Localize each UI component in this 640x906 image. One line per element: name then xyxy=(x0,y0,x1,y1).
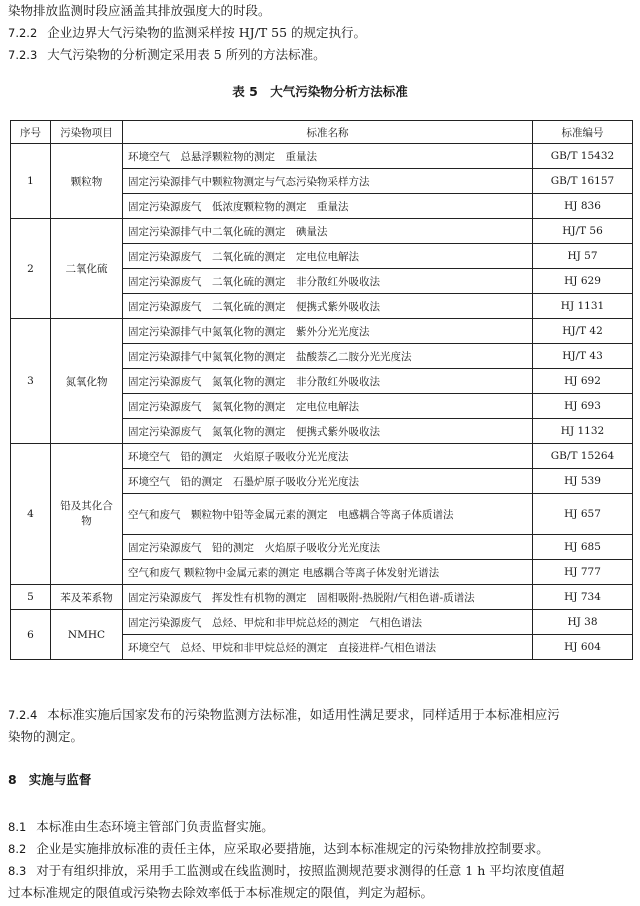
header-no: 序号 xyxy=(11,121,51,144)
header-standard-name: 标准名称 xyxy=(123,121,533,144)
table-row xyxy=(11,444,633,469)
table-row xyxy=(11,219,633,244)
standard-code: HJ/T 43 xyxy=(533,344,633,369)
table-caption: 表 5 大气污染物分析方法标准 xyxy=(232,84,408,99)
standard-name: 固定污染源废气 总烃、甲烷和非甲烷总烃的测定 气相色谱法 xyxy=(123,610,533,635)
standard-name: 环境空气 铅的测定 火焰原子吸收分光光度法 xyxy=(123,444,533,469)
standard-code: GB/T 15432 xyxy=(533,144,633,169)
group-no: 6 xyxy=(11,610,51,660)
standard-name: 固定污染源废气 低浓度颗粒物的测定 重量法 xyxy=(123,194,533,219)
standard-name: 固定污染源废气 氮氧化物的测定 便携式紫外吸收法 xyxy=(123,419,533,444)
group-pollutant: 苯及苯系物 xyxy=(51,585,123,610)
table-header-row xyxy=(11,121,633,144)
standard-name: 固定污染源废气 挥发性有机物的测定 固相吸附-热脱附/气相色谱-质谱法 xyxy=(123,585,533,610)
standard-code: HJ 734 xyxy=(533,585,633,610)
table-row xyxy=(11,319,633,344)
standard-code: HJ 629 xyxy=(533,269,633,294)
table-row xyxy=(11,585,633,610)
standard-code: HJ 38 xyxy=(533,610,633,635)
section-heading: 8 实施与监督 xyxy=(8,772,92,787)
group-no: 1 xyxy=(11,144,51,219)
header-standard-code: 标准编号 xyxy=(533,121,633,144)
standard-name: 固定污染源废气 二氧化硫的测定 便携式紫外吸收法 xyxy=(123,294,533,319)
standard-code: HJ 692 xyxy=(533,369,633,394)
clause-8-3-cont: 过本标准规定的限值或污染物去除效率低于本标准规定的限值，判定为超标。 xyxy=(8,885,434,900)
standard-code: HJ 1132 xyxy=(533,419,633,444)
group-pollutant: NMHC xyxy=(51,610,123,660)
clause-7-2-3: 7.2.3 大气污染物的分析测定采用表 5 所列的方法标准。 xyxy=(8,47,326,62)
standard-code: HJ 604 xyxy=(533,635,633,660)
group-no: 5 xyxy=(11,585,51,610)
standard-name: 空气和废气 颗粒物中铅等金属元素的测定 电感耦合等离子体质谱法 xyxy=(123,494,533,535)
standard-name: 固定污染源废气 二氧化硫的测定 定电位电解法 xyxy=(123,244,533,269)
standard-name: 固定污染源废气 氮氧化物的测定 定电位电解法 xyxy=(123,394,533,419)
standard-name: 固定污染源废气 氮氧化物的测定 非分散红外吸收法 xyxy=(123,369,533,394)
standard-name: 固定污染源废气 铅的测定 火焰原子吸收分光光度法 xyxy=(123,535,533,560)
clause-7-2-4: 7.2.4 本标准实施后国家发布的污染物监测方法标准，如适用性满足要求，同样适用于本标准相应污 xyxy=(8,707,560,722)
clause-8-2: 8.2 企业是实施排放标准的责任主体，应采取必要措施，达到本标准规定的污染物排放控制要求。 xyxy=(8,841,549,856)
group-pollutant: 铅及其化合物 xyxy=(51,444,123,585)
standard-code: GB/T 16157 xyxy=(533,169,633,194)
clause-8-3: 8.3 对于有组织排放，采用手工监测或在线监测时，按照监测规范要求测得的任意 1 h 平均浓度值超 xyxy=(8,863,565,878)
standard-name: 环境空气 铅的测定 石墨炉原子吸收分光光度法 xyxy=(123,469,533,494)
standard-code: GB/T 15264 xyxy=(533,444,633,469)
standard-code: HJ 657 xyxy=(533,494,633,535)
standard-name: 环境空气 总悬浮颗粒物的测定 重量法 xyxy=(123,144,533,169)
standard-name: 固定污染源排气中氮氧化物的测定 紫外分光光度法 xyxy=(123,319,533,344)
group-pollutant: 二氧化硫 xyxy=(51,219,123,319)
standard-name: 固定污染源排气中氮氧化物的测定 盐酸萘乙二胺分光光度法 xyxy=(123,344,533,369)
standard-code: HJ 836 xyxy=(533,194,633,219)
standard-code: HJ 693 xyxy=(533,394,633,419)
standard-name: 环境空气 总烃、甲烷和非甲烷总烃的测定 直接进样-气相色谱法 xyxy=(123,635,533,660)
standard-name: 空气和废气 颗粒物中金属元素的测定 电感耦合等离子体发射光谱法 xyxy=(123,560,533,585)
standard-code: HJ 777 xyxy=(533,560,633,585)
intro-line-1: 染物排放监测时段应涵盖其排放强度大的时段。 xyxy=(8,3,271,18)
group-pollutant: 颗粒物 xyxy=(51,144,123,219)
clause-8-1: 8.1 本标准由生态环境主管部门负责监督实施。 xyxy=(8,819,274,834)
table-row xyxy=(11,144,633,169)
group-no: 4 xyxy=(11,444,51,585)
methods-table xyxy=(10,120,633,660)
standard-name: 固定污染源排气中颗粒物测定与气态污染物采样方法 xyxy=(123,169,533,194)
standard-name: 固定污染源排气中二氧化硫的测定 碘量法 xyxy=(123,219,533,244)
group-no: 3 xyxy=(11,319,51,444)
standard-code: HJ 685 xyxy=(533,535,633,560)
group-no: 2 xyxy=(11,219,51,319)
standard-code: HJ 1131 xyxy=(533,294,633,319)
standard-name: 固定污染源废气 二氧化硫的测定 非分散红外吸收法 xyxy=(123,269,533,294)
standard-code: HJ/T 42 xyxy=(533,319,633,344)
standard-code: HJ 57 xyxy=(533,244,633,269)
standard-code: HJ 539 xyxy=(533,469,633,494)
header-pollutant: 污染物项目 xyxy=(51,121,123,144)
group-pollutant: 氮氧化物 xyxy=(51,319,123,444)
table-row xyxy=(11,610,633,635)
clause-7-2-4-cont: 染物的测定。 xyxy=(8,729,84,744)
standard-code: HJ/T 56 xyxy=(533,219,633,244)
clause-7-2-2: 7.2.2 企业边界大气污染物的监测采样按 HJ/T 55 的规定执行。 xyxy=(8,25,367,40)
